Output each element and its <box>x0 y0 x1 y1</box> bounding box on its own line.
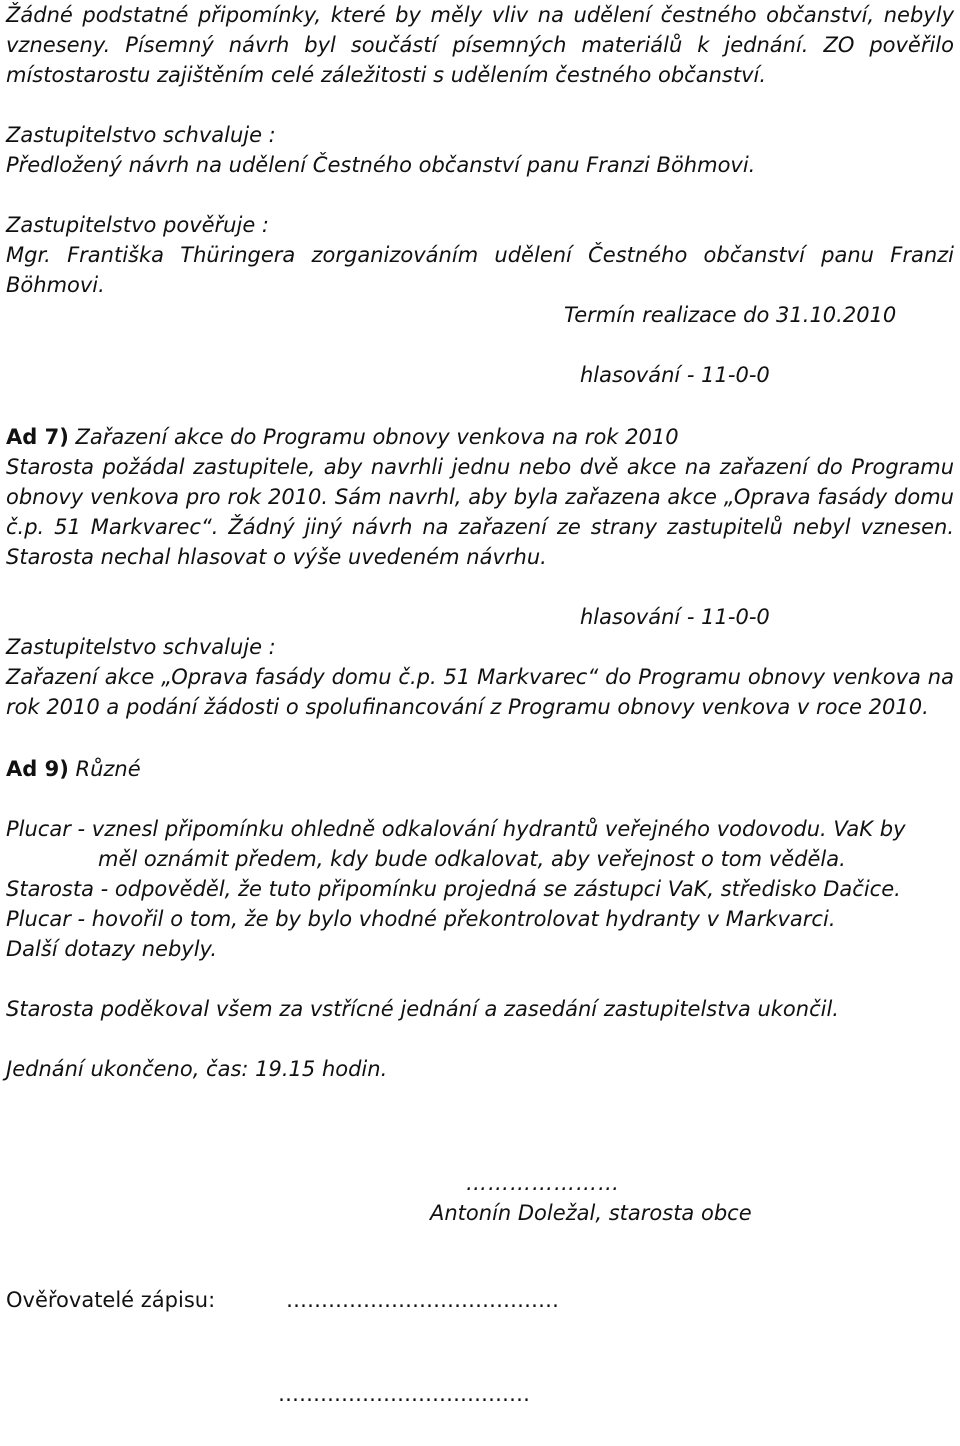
resolution-entrusts-label: Zastupitelstvo pověřuje : <box>6 213 269 237</box>
resolution-approves-text: Předložený návrh na udělení Čestného občanství panu Franzi Böhmovi. <box>6 153 756 177</box>
verifiers-dots-1: ………………………………… <box>286 1288 559 1312</box>
item7-heading <box>6 422 954 452</box>
closing-thanks: Starosta poděkoval všem za vstřícné jednání a zasedání zastupitelstva ukončil. <box>6 997 839 1021</box>
item9-heading <box>6 754 954 784</box>
verifiers-dots-2: ……………………………… <box>278 1382 530 1406</box>
resolution-entrusts-text: Mgr. Františka Thüringera zorganizováním udělení Čestného občanství panu Franzi Böhmovi. <box>6 243 954 297</box>
verifiers-row <box>6 1285 954 1315</box>
item9-line-no-questions: Další dotazy nebyly. <box>6 937 218 961</box>
resolution-approves-label: Zastupitelstvo schvaluje : <box>6 123 276 147</box>
item9-line-plucar-2: Plucar - hovořil o tom, že by bylo vhodné překontrolovat hydranty v Markvarci. <box>6 907 836 931</box>
intro-paragraph: Žádné podstatné připomínky, které by měly vliv na udělení čestného občanství, nebyly vzneseny. Písemný návrh byl součástí písemných materiálů k jednání. ZO pověřilo místostarostu zajištěním celé záležitosti s udělením čestného občanství. <box>6 3 954 87</box>
item7-resolution-text: Zařazení akce „Oprava fasády domu č.p. 51 Markvarec“ do Programu obnovy venkova na rok 2010 a podání žádosti o spolufinancování z Programu obnovy venkova v roce 2010. <box>6 665 954 719</box>
document-page <box>6 0 954 1409</box>
item7-approves-label: Zastupitelstvo schvaluje : <box>6 635 276 659</box>
item9-number: Ad 9) <box>6 757 69 781</box>
item9-title: Různé <box>68 757 141 781</box>
item7-number: Ad 7) <box>6 425 69 449</box>
deadline-text: Termín realizace do 31.10.2010 <box>564 303 897 327</box>
signature-name: Antonín Doležal, starosta obce <box>430 1201 752 1225</box>
item7-vote-result: hlasování - 11-0-0 <box>580 605 770 629</box>
item9-line-starosta: Starosta - odpověděl, že tuto připomínku projedná se zástupci VaK, středisko Dačice. <box>6 877 901 901</box>
vote-result: hlasování - 11-0-0 <box>580 363 770 387</box>
signature-dots: ………………… <box>466 1171 620 1195</box>
item9-line-plucar: Plucar - vznesl připomínku ohledně odkalování hydrantů veřejného vodovodu. VaK by <box>6 817 906 841</box>
verifiers-label: Ověřovatelé zápisu: <box>6 1288 216 1312</box>
item7-title: Zařazení akce do Programu obnovy venkova na rok 2010 <box>68 425 679 449</box>
closing-end-time: Jednání ukončeno, čas: 19.15 hodin. <box>6 1057 388 1081</box>
item9-line-plucar-cont: měl oznámit předem, kdy bude odkalovat, aby veřejnost o tom věděla. <box>98 847 846 871</box>
item7-paragraph: Starosta požádal zastupitele, aby navrhli jednu nebo dvě akce na zařazení do Programu obnovy venkova pro rok 2010. Sám navrhl, aby byla zařazena akce „Oprava fasády domu č.p. 51 Markvarec“. Žádný jiný návrh na zařazení ze strany zastupitelů nebyl vznesen. Starosta nechal hlasovat o výše uvedeném návrhu. <box>6 455 954 569</box>
